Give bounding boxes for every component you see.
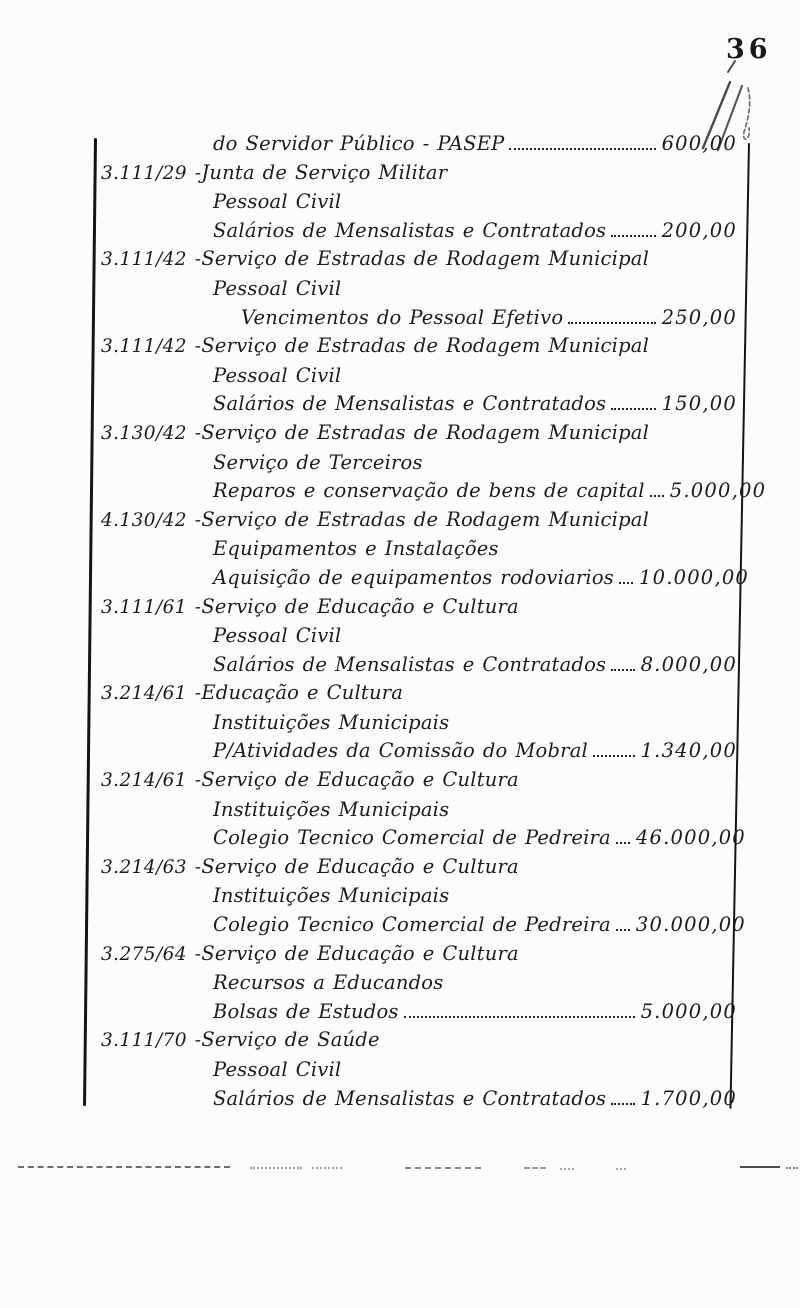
- amount: 46.000,00: [635, 826, 746, 850]
- amount: 200,00: [661, 218, 737, 242]
- dot-leader: [611, 666, 634, 671]
- account-code: 3.111/61 -: [101, 596, 202, 618]
- dot-leader: [611, 1100, 634, 1105]
- line-text: Aquisição de equipamentos rodoviarios: [213, 565, 614, 589]
- budget-line: [101, 362, 737, 391]
- dot-leader: [611, 232, 655, 237]
- account-code: 3.111/42 -: [101, 336, 202, 358]
- line-text: Serviço de Estradas de Rodagem Municipal: [201, 334, 650, 358]
- budget-line: [101, 882, 737, 911]
- budget-line: [101, 940, 737, 970]
- scan-artifact-dash: [740, 1166, 780, 1168]
- amount: 150,00: [661, 392, 737, 416]
- scan-artifact-dash: [405, 1167, 481, 1169]
- line-text: Instituições Municipais: [213, 710, 450, 734]
- account-code: 3.214/63 -: [101, 856, 202, 878]
- budget-line: [101, 796, 737, 825]
- budget-line: [101, 679, 737, 709]
- line-text: Pessoal Civil: [213, 363, 342, 387]
- dot-leader: [616, 839, 630, 844]
- dot-leader: [616, 926, 630, 931]
- account-code: 3.214/61 -: [101, 683, 202, 705]
- line-text: Serviço de Estradas de Rodagem Municipal: [201, 420, 650, 444]
- line-text: Serviço de Saúde: [201, 1028, 380, 1052]
- line-text: Serviço de Educação e Cultura: [201, 594, 519, 618]
- budget-line: [101, 1026, 737, 1056]
- budget-line: [101, 998, 737, 1027]
- line-text: Instituições Municipais: [213, 797, 450, 821]
- line-text: Salários de Mensalistas e Contratados: [213, 1086, 607, 1110]
- scan-artifact-dash: [312, 1167, 342, 1169]
- budget-line: [101, 477, 767, 506]
- line-text: Serviço de Educação e Cultura: [201, 768, 519, 792]
- budget-line: [101, 535, 737, 564]
- budget-line: [101, 390, 737, 419]
- scan-artifact-dash: [18, 1166, 230, 1168]
- budget-line: [101, 766, 737, 796]
- dot-leader: [619, 579, 633, 584]
- amount: 600,00: [661, 132, 737, 155]
- scan-artifact-dash: [616, 1168, 626, 1170]
- page-number: 36: [726, 34, 772, 65]
- budget-line: [101, 709, 737, 738]
- line-text: Educação e Cultura: [201, 681, 404, 705]
- dot-leader: [650, 492, 664, 497]
- line-text: Vencimentos do Pessoal Efetivo: [241, 305, 564, 329]
- budget-line: [101, 1056, 737, 1085]
- budget-line: [101, 506, 737, 536]
- budget-line: [101, 853, 737, 883]
- line-text: Serviço de Educação e Cultura: [201, 941, 519, 965]
- line-text: do Servidor Público - PASEP: [213, 132, 505, 155]
- budget-line: [101, 824, 746, 853]
- dot-leader: [568, 319, 655, 324]
- line-text: P/Atividades da Comissão do Mobral: [213, 739, 588, 763]
- line-text: Pessoal Civil: [213, 190, 342, 214]
- budget-line: [101, 737, 737, 766]
- budget-line: [101, 449, 737, 478]
- dot-leader: [404, 1013, 635, 1018]
- scan-artifact-dash: [524, 1167, 546, 1169]
- line-text: Salários de Mensalistas e Contratados: [213, 218, 607, 242]
- budget-line: [101, 130, 737, 159]
- line-text: Salários de Mensalistas e Contratados: [213, 392, 607, 416]
- line-text: Pessoal Civil: [213, 1058, 342, 1081]
- budget-line: [101, 622, 737, 651]
- amount: 5.000,00: [669, 479, 767, 503]
- account-code: 3.111/29 -: [101, 162, 202, 184]
- line-text: Recursos a Educandos: [213, 971, 444, 995]
- line-text: Instituições Municipais: [213, 884, 450, 908]
- budget-line: [101, 564, 750, 593]
- amount: 5.000,00: [640, 999, 737, 1023]
- account-code: 3.275/64 -: [101, 943, 202, 965]
- dot-leader: [593, 752, 635, 757]
- dot-leader: [611, 405, 655, 410]
- budget-line: [101, 969, 737, 998]
- budget-line: [101, 593, 737, 623]
- amount: 30.000,00: [635, 913, 746, 937]
- budget-line: [101, 275, 737, 304]
- amount: 8.000,00: [640, 652, 737, 676]
- line-text: Bolsas de Estudos: [213, 999, 399, 1023]
- budget-line: [101, 217, 737, 246]
- budget-line: [101, 188, 737, 217]
- amount: 1.340,00: [640, 739, 737, 763]
- budget-line: [101, 911, 746, 940]
- left-margin-rule: [83, 138, 97, 1106]
- line-text: Serviço de Terceiros: [213, 450, 423, 474]
- line-text: Serviço de Educação e Cultura: [201, 854, 519, 878]
- line-text: Pessoal Civil: [213, 624, 342, 648]
- line-text: Colegio Tecnico Comercial de Pedreira: [213, 913, 611, 937]
- scan-artifact-dash: [560, 1168, 574, 1170]
- budget-line: [101, 651, 737, 680]
- line-text: Colegio Tecnico Comercial de Pedreira: [213, 826, 611, 850]
- scan-artifact-dash: [786, 1167, 798, 1169]
- account-code: 3.111/42 -: [101, 249, 202, 271]
- account-code: 3.111/70 -: [101, 1030, 202, 1052]
- amount: 10.000,00: [638, 565, 750, 589]
- budget-line: [101, 1085, 737, 1114]
- budget-line: [101, 245, 737, 275]
- line-text: Serviço de Estradas de Rodagem Municipal: [201, 507, 650, 531]
- amount: 1.700,00: [640, 1086, 737, 1110]
- line-text: Reparos e conservação de bens de capital: [213, 479, 645, 503]
- budget-line: [101, 159, 737, 189]
- line-text: Salários de Mensalistas e Contratados: [213, 652, 607, 676]
- budget-line: [101, 419, 737, 449]
- budget-line: [101, 304, 737, 333]
- amount: 250,00: [661, 305, 737, 329]
- account-code: 3.130/42 -: [101, 422, 202, 444]
- document-lines: [101, 130, 767, 1113]
- account-code: 4.130/42 -: [101, 509, 202, 531]
- line-text: Equipamentos e Instalações: [213, 537, 499, 561]
- scan-artifact-dash: [250, 1167, 302, 1169]
- line-text: Serviço de Estradas de Rodagem Municipal: [201, 247, 650, 271]
- dot-leader: [509, 145, 655, 150]
- line-text: Pessoal Civil: [213, 276, 342, 300]
- line-text: Junta de Serviço Militar: [201, 160, 448, 184]
- account-code: 3.214/61 -: [101, 770, 202, 792]
- budget-line: [101, 332, 737, 362]
